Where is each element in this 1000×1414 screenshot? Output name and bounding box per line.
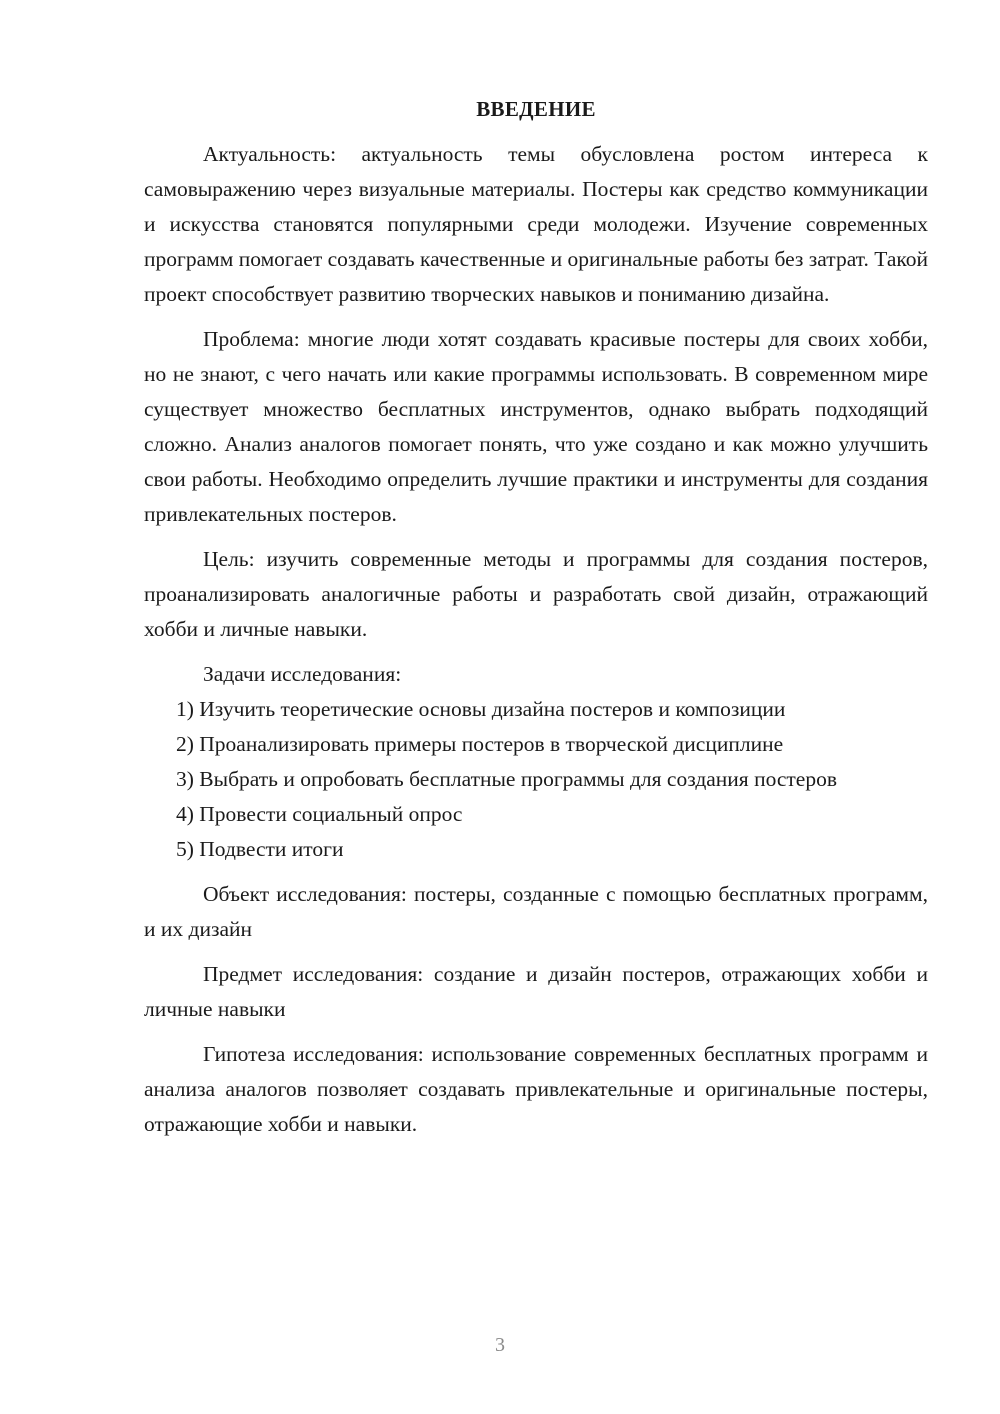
page-number: 3 [495, 1334, 505, 1356]
list-item: 3) Выбрать и опробовать бесплатные программы для создания постеров [176, 767, 837, 791]
tasks-list [144, 692, 928, 867]
object-paragraph: Объект исследования: постеры, созданные с помощью бесплатных программ, и их дизайн [144, 882, 928, 941]
subject-paragraph: Предмет исследования: создание и дизайн постеров, отражающих хобби и личные навыки [144, 962, 928, 1021]
tasks-heading: Задачи исследования: [203, 662, 402, 686]
hypothesis-paragraph: Гипотеза исследования: использование современных бесплатных программ и анализа аналогов позволяет создавать привлекательные и оригинальные постеры, отражающие хобби и навыки. [144, 1042, 928, 1136]
document-page [144, 92, 928, 1142]
list-item: 4) Провести социальный опрос [176, 802, 463, 826]
relevance-paragraph: Актуальность: актуальность темы обусловлена ростом интереса к самовыражению через визуальные материалы. Постеры как средство коммуникации и искусства становятся популярными среди молодежи. Изучение современных программ помогает создавать качественные и оригинальные работы без затрат. Такой проект способствует развитию творческих навыков и пониманию дизайна. [144, 142, 928, 306]
problem-paragraph: Проблема: многие люди хотят создавать красивые постеры для своих хобби, но не знают, с чего начать или какие программы использовать. В современном мире существует множество бесплатных инструментов, однако выбрать подходящий сложно. Анализ аналогов помогает понять, что уже создано и как можно улучшить свои работы. Необходимо определить лучшие практики и инструменты для создания привлекательных постеров. [144, 327, 928, 526]
list-item: 1) Изучить теоретические основы дизайна постеров и композиции [176, 697, 786, 721]
list-item: 5) Подвести итоги [176, 837, 344, 861]
page-title: ВВЕДЕНИЕ [476, 97, 596, 121]
goal-paragraph: Цель: изучить современные методы и программы для создания постеров, проанализировать аналогичные работы и разработать свой дизайн, отражающий хобби и личные навыки. [144, 547, 928, 641]
list-item: 2) Проанализировать примеры постеров в творческой дисциплине [176, 732, 784, 756]
